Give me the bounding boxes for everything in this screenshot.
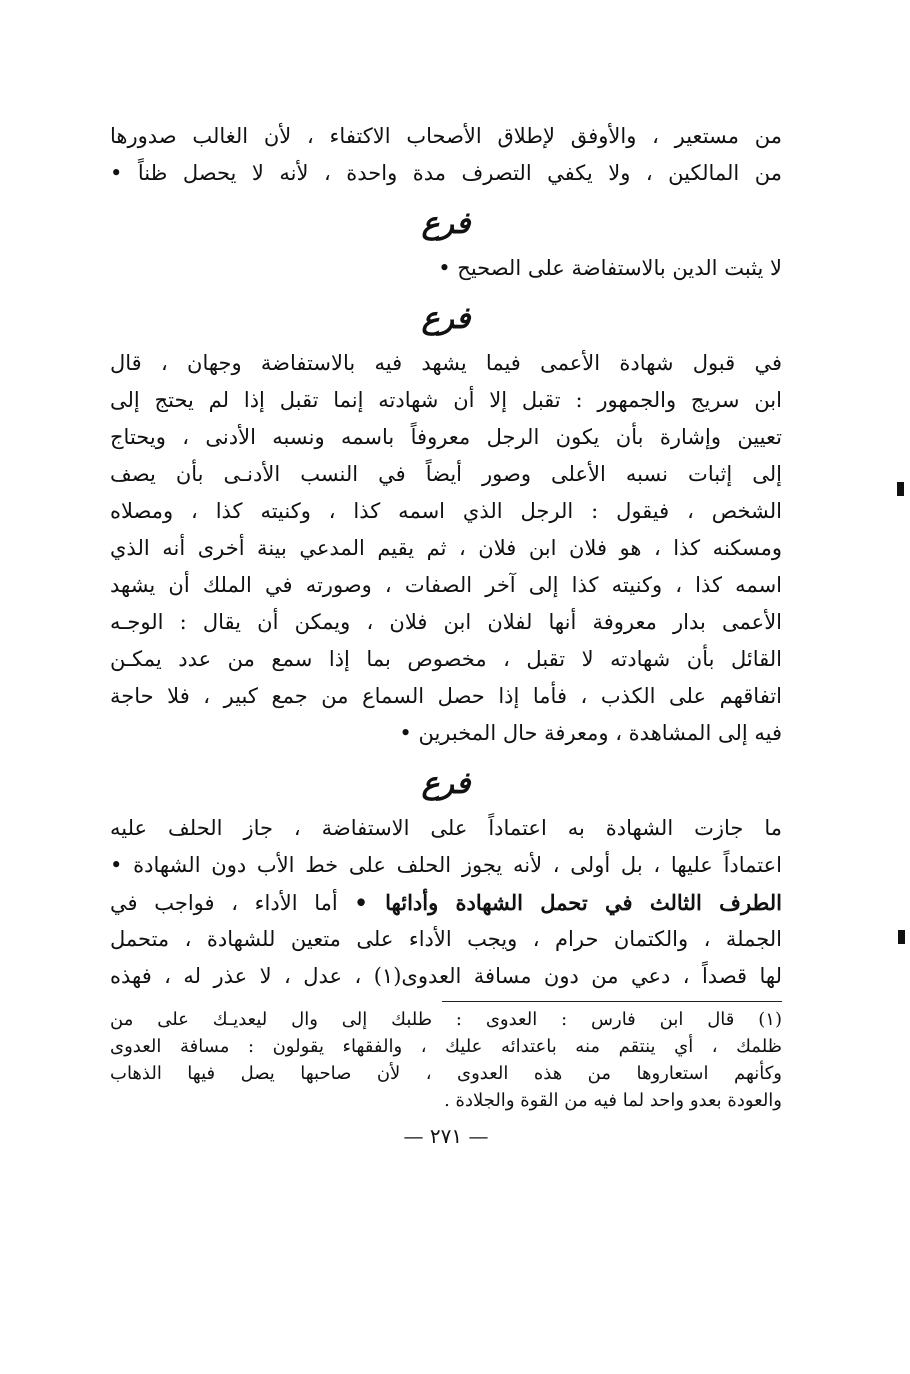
section-title-rest: أما الأداء ، فواجب في [110,891,338,915]
text-line: الجملة ، والكتمان حرام ، ويجب الأداء على متعين للشهادة ، متحمل [110,927,782,951]
text-line: ما جازت الشهادة به اعتماداً على الاستفاضة ، جاز الحلف عليه [110,816,782,840]
footnote-line: والعودة بعدو واحد لما فيه من القوة والجلادة . [444,1090,782,1111]
text-line: تعيين وإشارة بأن يكون الرجل معروفاً باسمه ونسبه الأدنى ، ويحتاج [110,425,782,449]
edge-mark [897,482,904,496]
text-line: لها قصداً ، دعي من دون مسافة العدوى(١) ، عدل ، لا عذر له ، فهذه [110,964,782,988]
text-line: الشخص ، فيقول : الرجل الذي اسمه كذا ، وكنيته كذا ، ومصلاه [110,499,782,523]
text-line: القائل بأن شهادته لا تقبل ، مخصوص بما إذا سمع من عدد يمكـن [110,647,782,671]
footnote-divider [442,1001,782,1002]
section-heading-far: فرع [421,766,471,801]
footnote-line: وكأنهم استعاروها من هذه العدوى ، لأن صاحبها يصل فيها الذهاب [110,1063,782,1084]
text-line: فيه إلى المشاهدة ، ومعرفة حال المخبرين • [399,721,782,745]
text-line: إلى إثبات نسبه الأعلى وصور أيضاً في النسب الأدنـى بأن يصف [110,462,782,486]
edge-mark [898,930,905,944]
text-line: اتفاقهم على الكذب ، فأما إذا حصل السماع من جمع كبير ، فلا حاجة [110,684,782,708]
text-line: في قبول شهادة الأعمى فيما يشهد فيه بالاستفاضة وجهان ، قال [110,351,782,375]
footnote-line: ظلمك ، أي ينتقم منه باعتدائه عليك ، والفقهاء يقولون : مسافة العدوى [110,1036,782,1057]
text-line: اعتماداً عليها ، بل أولى ، لأنه يجوز الحلف على خط الأب دون الشهادة • [110,853,782,877]
text-line: ومسكنه كذا ، هو فلان ابن فلان ، ثم يقيم المدعي بينة أخرى أنه الذي [110,536,782,560]
section-title: الطرف الثالث في تحمل الشهادة وأدائها • [354,890,782,915]
text-line: لا يثبت الدين بالاستفاضة على الصحيح • [438,256,782,280]
section-heading-far: فرع [421,206,471,241]
section-title-line [110,884,782,921]
text-line: من المالكين ، ولا يكفي التصرف مدة واحدة ، لأنه لا يحصل ظناً • [110,161,782,185]
footnote-line: (١) قال ابن فارس : العدوى : طلبك إلى وال ليعديـك على من [110,1009,782,1030]
text-line: من مستعير ، والأوفق لإطلاق الأصحاب الاكتفاء ، لأن الغالب صدورها [110,124,782,148]
text-line: الأعمى بدار معروفة أنها لفلان ابن فلان ، ويمكن أن يقال : الوجـه [110,610,782,634]
page-number: — ٢٧١ — [403,1124,489,1148]
text-line: ابن سريج والجمهور : تقبل إلا أن شهادته إنما تقبل إذا لم يحتج إلى [110,388,782,412]
section-heading-far: فرع [421,301,471,336]
text-line: اسمه كذا ، وكنيته كذا إلى آخر الصفات ، وصورته في الملك أن يشهد [110,573,782,597]
page-body [110,118,782,1148]
